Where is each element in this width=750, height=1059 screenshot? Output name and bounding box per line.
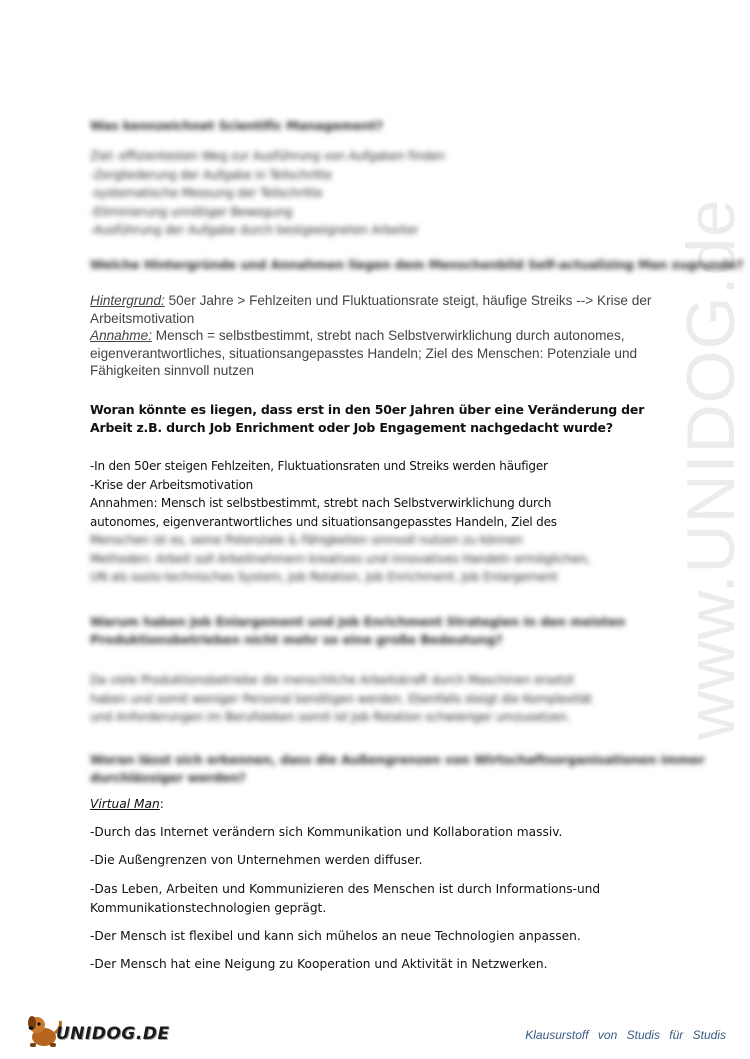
list-item: -Der Mensch ist flexibel und kann sich mühelos an neue Technologien anpassen.	[90, 929, 581, 943]
answer-block	[90, 147, 650, 240]
section-virtual-man-answer	[90, 797, 650, 987]
question-heading-line: Produktionsbetrieben nicht mehr so eine große Bedeutung?	[90, 632, 503, 647]
answer-line: Ziel: effizientesten Weg zur Ausführung von Aufgaben finden	[90, 149, 445, 163]
answer-line: Methoden: Arbeit soll Arbeitnehmern kreatives und innovatives Handeln ermöglichen,	[90, 551, 591, 566]
question-heading: Welche Hintergründe und Annahmen liegen dem Menschenbild Self-actualizing Man zugrunde?	[90, 257, 744, 272]
watermark: www.UNIDOG.de	[673, 198, 749, 740]
unidog-logo	[24, 1013, 184, 1049]
answer-line: UN als sozio-technisches System, Job Rotation, Job Enrichment, Job Enlargement	[90, 570, 558, 584]
question-heading-line: Woran könnte es liegen, dass erst in den 50er Jahren über eine Veränderung der	[90, 402, 645, 417]
list-item-cont: Kommunikationstechnologien geprägt.	[90, 901, 327, 915]
answer-line: Menschen ist es, seine Potenziale & Fähigkeiten sinnvoll nutzen zu können	[90, 533, 523, 547]
assumption-text-cont: eigenverantwortliches, situationsangepasstes Handeln; Ziel des Menschen: Potenziale und	[90, 345, 638, 361]
question-heading-line: Warum haben Job Enlargement und Job Enrichment Strategien in den meisten	[90, 614, 626, 629]
list-item: -Das Leben, Arbeiten und Kommunizieren des Menschen ist durch Informations-und	[90, 882, 601, 896]
answer-line: -Eliminierung unnötiger Bewegung	[90, 204, 293, 219]
section-job-enlargement	[90, 613, 650, 727]
assumption-label: Annahme:	[90, 328, 152, 344]
background-label: Hintergrund:	[90, 293, 165, 308]
question-heading-line: durchlässiger werden?	[90, 770, 246, 785]
section-scientific-management	[90, 117, 650, 240]
answer-line: und Anforderungen im Berufsleben somit ist Job Rotation schwieriger umzusetzen.	[90, 710, 571, 724]
section-50er-question	[90, 401, 650, 437]
answer-block	[90, 671, 650, 727]
assumption-line	[90, 327, 660, 345]
list-item: -Der Mensch hat eine Neigung zu Kooperation und Aktivität in Netzwerken.	[90, 957, 548, 971]
footer-slogan: Klausurstoff von Studis für Studis	[525, 1028, 726, 1042]
logo-text: UNIDOG.DE	[56, 1024, 170, 1044]
answer-line: haben und somit weniger Personal benötigen werden. Ebenfalls steigt die Komplexität	[90, 691, 592, 706]
assumption-text: Mensch = selbstbestimmt, strebt nach Selbstverwirklichung durch autonomes,	[151, 328, 625, 344]
answer-line: -In den 50er steigen Fehlzeiten, Fluktuationsraten und Streiks werden häufiger	[90, 459, 548, 473]
section-50er-answer	[90, 457, 650, 531]
answer-line: Da viele Produktionsbetriebe die menschliche Arbeitskraft durch Maschinen ersetzt	[90, 673, 575, 687]
answer-line: -Krise der Arbeitsmotivation	[90, 477, 254, 492]
question-heading-line: Arbeit z.B. durch Job Enrichment oder Job Engagement nachgedacht wurde?	[90, 420, 613, 435]
section-self-actualizing-answer	[90, 292, 660, 380]
section-self-actualizing-heading	[90, 256, 744, 274]
list-item: -Die Außengrenzen von Unternehmen werden diffuser.	[90, 853, 423, 867]
virtual-man-label: Virtual Man	[90, 797, 160, 811]
answer-line: autonomes, eigenverantwortliches und situationsangepasstes Handeln, Ziel des	[90, 514, 557, 529]
background-text-cont: Arbeitsmotivation	[90, 310, 195, 326]
question-heading: Was kennzeichnet Scientific Management?	[90, 118, 384, 133]
background-line	[90, 292, 660, 310]
answer-line: -Zergliederung der Aufgabe in Teilschritte	[90, 167, 332, 182]
virtual-man-label-line	[90, 797, 164, 811]
assumption-text-cont: Fähigkeiten sinnvoll nutzen	[90, 363, 254, 379]
answer-line: Annahmen: Mensch ist selbstbestimmt, strebt nach Selbstverwirklichung durch	[90, 496, 552, 510]
question-heading-line: Woran lässt sich erkennen, dass die Außengrenzen von Wirtschaftsorganisationen immer	[90, 752, 705, 767]
background-text: 50er Jahre > Fehlzeiten und Fluktuationsrate steigt, häufige Streiks --> Krise der	[164, 293, 652, 308]
answer-line: -Ausführung der Aufgabe durch bestgeeigneten Arbeiter	[90, 223, 419, 237]
virtual-man-label-suffix: :	[159, 797, 164, 811]
list-item: -Durch das Internet verändern sich Kommunikation und Kollaboration massiv.	[90, 825, 563, 839]
answer-line: -systematische Messung der Teilschritte	[90, 186, 323, 200]
section-50er-answer-blurred	[90, 531, 650, 587]
section-virtual-man-heading	[90, 751, 705, 787]
